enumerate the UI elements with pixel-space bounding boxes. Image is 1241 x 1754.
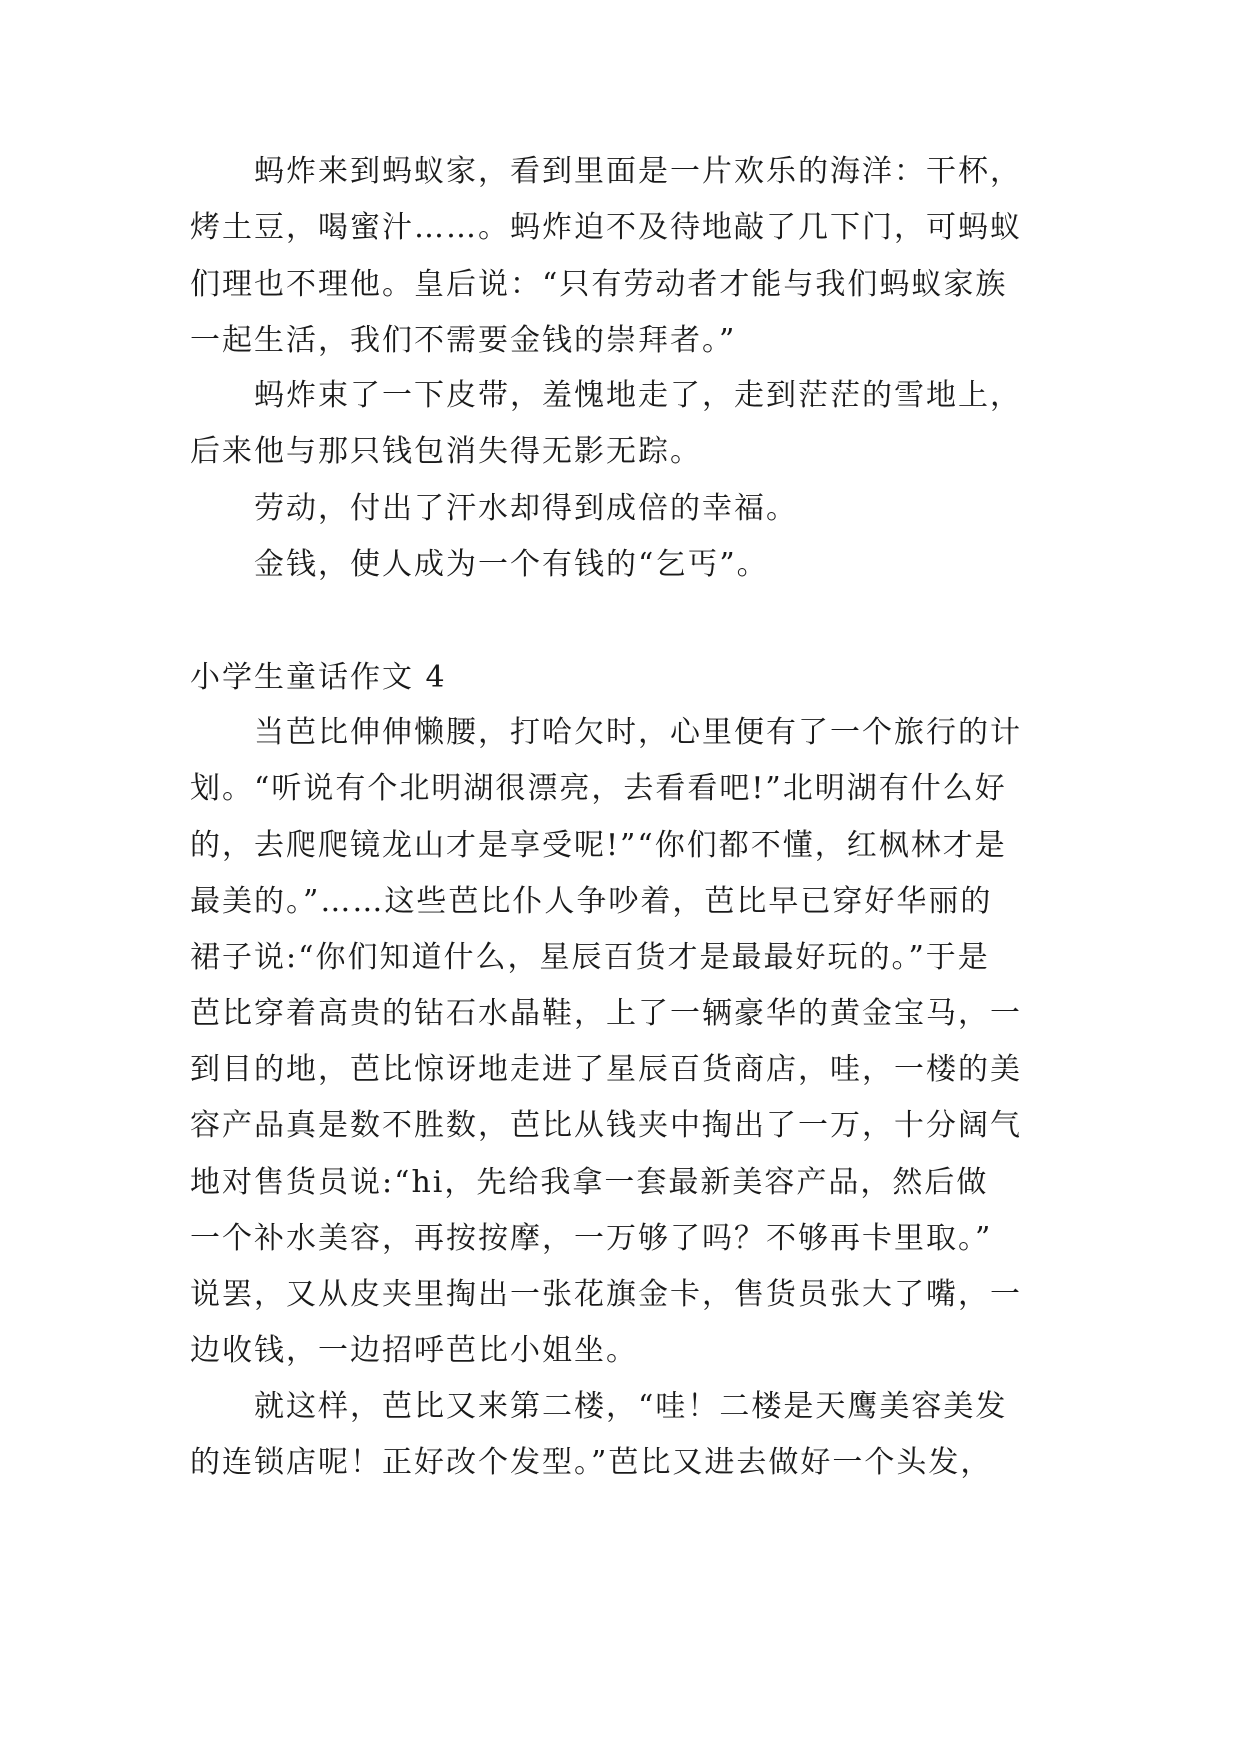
paragraph-line: 说罢，又从皮夹里掏出一张花旗金卡，售货员张大了嘴，一 [190,1277,1022,1312]
paragraph-line: 边收钱，一边招呼芭比小姐坐。 [190,1333,638,1368]
paragraph-line: 一起生活，我们不需要金钱的崇拜者。” [190,323,737,358]
paragraph-line: 裙子说:“你们知道什么，星辰百货才是最最好玩的。”于是 [190,940,990,975]
paragraph-line: 就这样，芭比又来第二楼，“哇！二楼是天鹰美容美发 [254,1389,1008,1424]
paragraph-line: 的连锁店呢！正好改个发型。”芭比又进去做好一个头发， [190,1445,993,1480]
paragraph-line: 蚂炸来到蚂蚁家，看到里面是一片欢乐的海洋：干杯， [254,154,1022,189]
paragraph-line: 当芭比伸伸懒腰，打哈欠时，心里便有了一个旅行的计 [254,715,1022,750]
paragraph-line: 们理也不理他。皇后说：“只有劳动者才能与我们蚂蚁家族 [190,267,1008,302]
paragraph-line: 最美的。”……这些芭比仆人争吵着，芭比早已穿好华丽的 [190,884,993,919]
paragraph-line: 一个补水美容，再按按摩，一万够了吗？不够再卡里取。” [190,1221,993,1256]
paragraph-line: 蚂炸束了一下皮带，羞愧地走了，走到茫茫的雪地上， [254,378,1022,413]
paragraph-line: 地对售货员说:“hi，先给我拿一套最新美容产品，然后做 [190,1165,989,1200]
paragraph-line: 的，去爬爬镜龙山才是享受呢!”“你们都不懂，红枫林才是 [190,828,1007,863]
paragraph-line: 容产品真是数不胜数，芭比从钱夹中掏出了一万，十分阔气 [190,1108,1022,1143]
paragraph-line: 芭比穿着高贵的钻石水晶鞋，上了一辆豪华的黄金宝马，一 [190,996,1022,1031]
paragraph-line: 后来他与那只钱包消失得无影无踪。 [190,434,702,469]
paragraph-line: 划。“听说有个北明湖很漂亮，去看看吧!”北明湖有什么好 [190,771,1007,806]
paragraph-line: 烤土豆，喝蜜汁……。蚂炸迫不及待地敲了几下门，可蚂蚁 [190,210,1022,245]
paragraph-line: 到目的地，芭比惊讶地走进了星辰百货商店，哇，一楼的美 [190,1052,1022,1087]
paragraph-line: 金钱，使人成为一个有钱的“乞丐”。 [254,547,769,582]
section-heading: 小学生童话作文 4 [190,660,447,695]
paragraph-line: 劳动，付出了汗水却得到成倍的幸福。 [254,491,798,526]
